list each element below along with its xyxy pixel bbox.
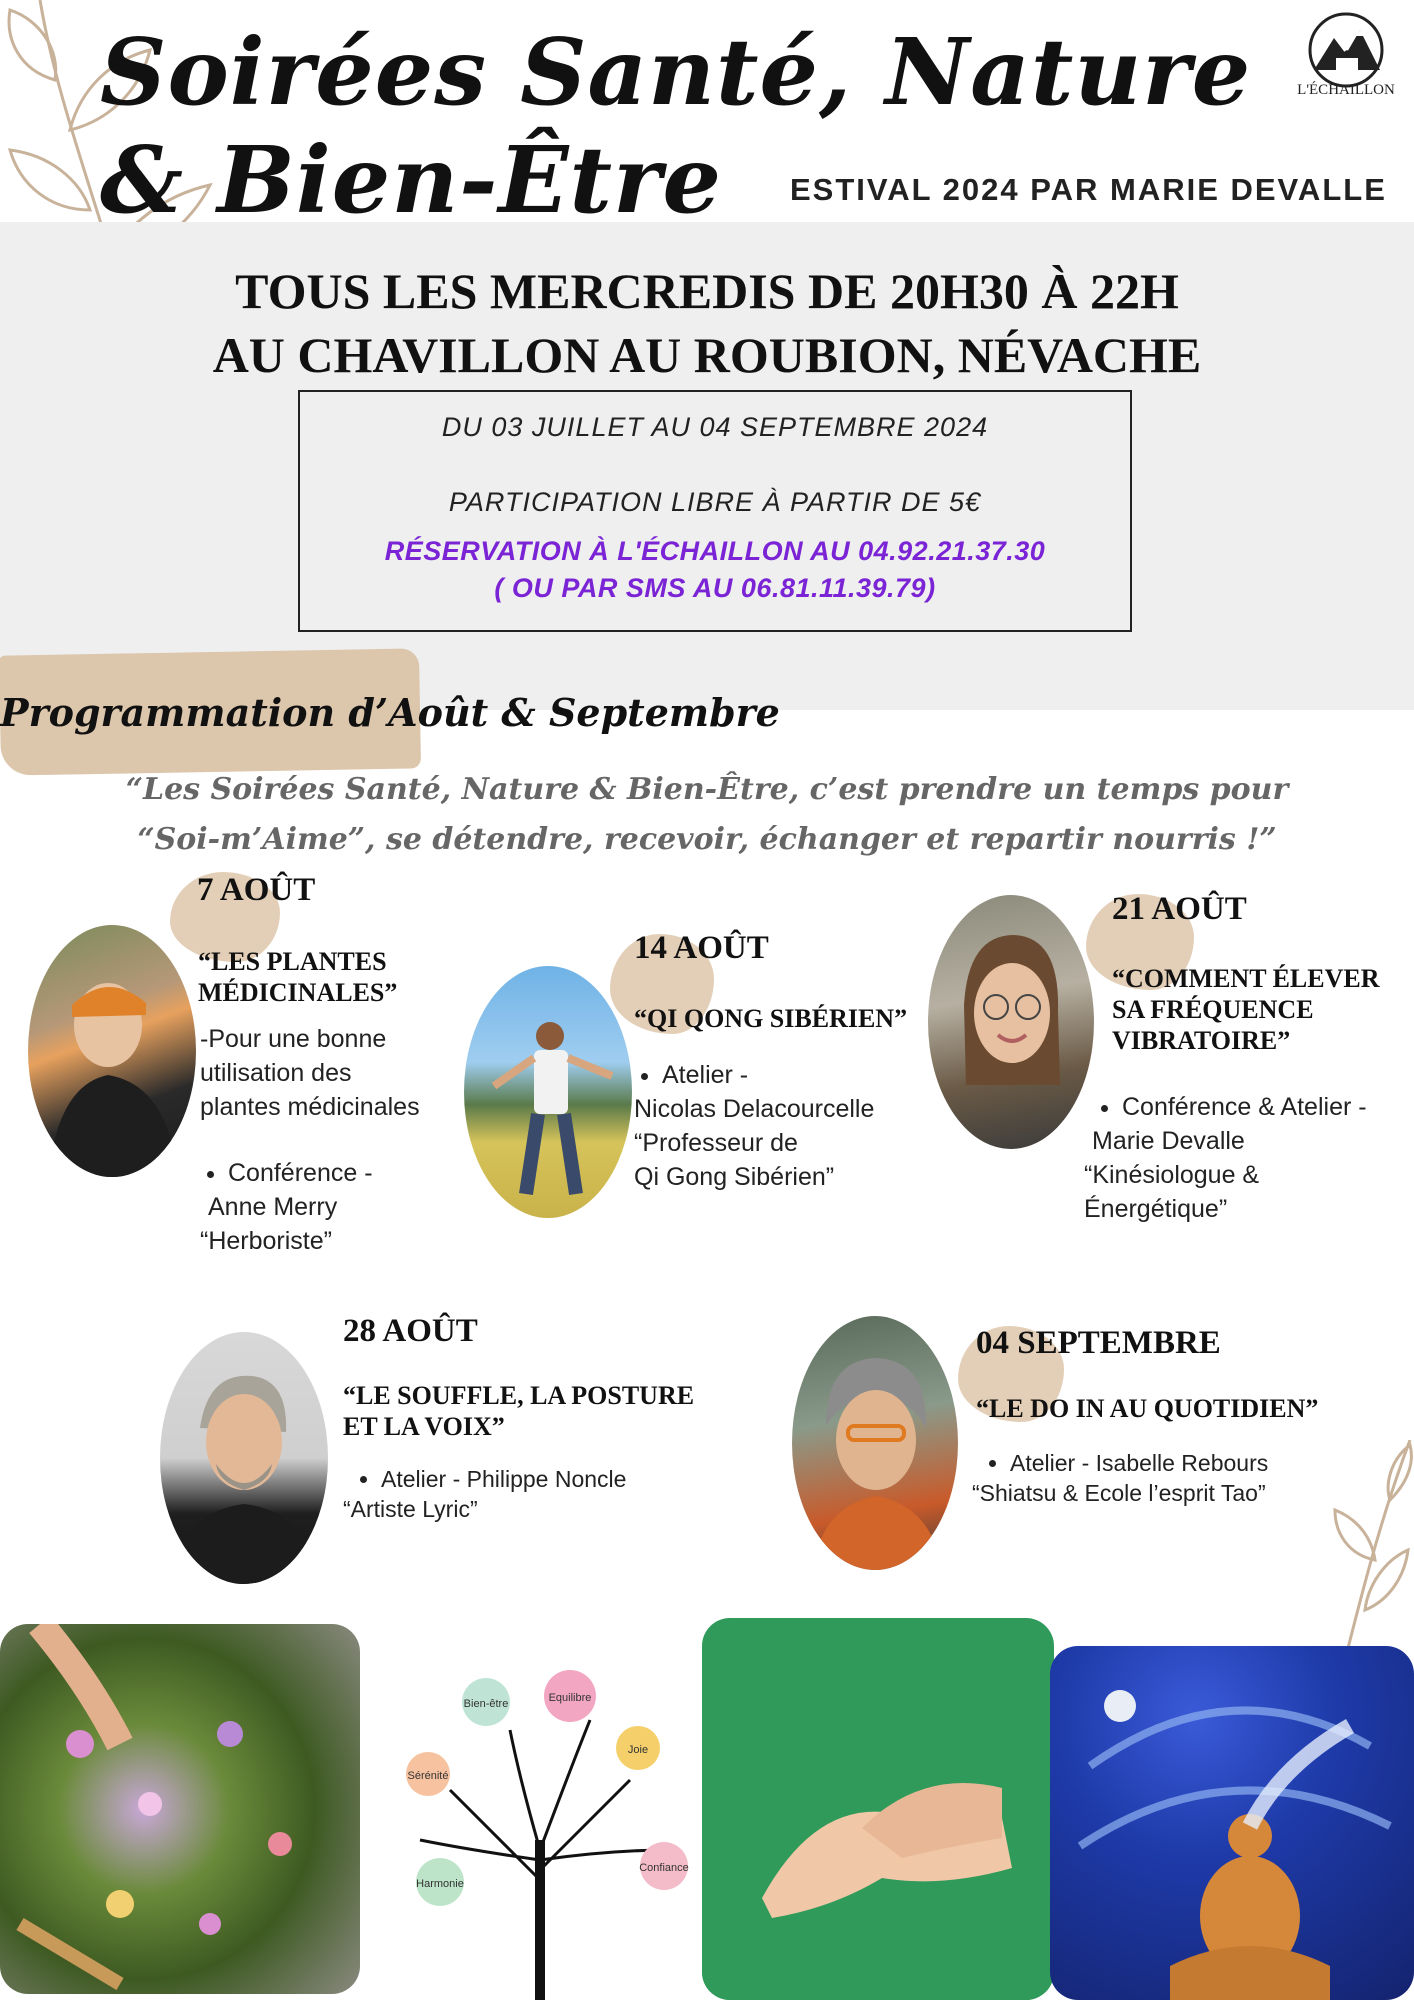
tree-word-harmonie: Harmonie <box>416 1878 464 1890</box>
hands-holding-photo <box>702 1618 1054 2000</box>
page-subtitle: ESTIVAL 2024 PAR MARIE DEVALLE <box>790 172 1387 207</box>
tree-word-joie: Joie <box>627 1744 649 1756</box>
schedule-line1: TOUS LES MERCREDIS DE 20H30 À 22H <box>235 263 1179 319</box>
quote-line1: “Les Soirées Santé, Nature & Bien-Être, c’est prendre un temps pour <box>125 772 1289 807</box>
event-title-souffle: “LE SOUFFLE, LA POSTURE ET LA VOIX” <box>343 1381 695 1441</box>
event-title-qi-gong: “QI QONG SIBÉRIEN” <box>634 1004 908 1033</box>
event-title-do-in: “LE DO IN AU QUOTIDIEN” <box>976 1394 1319 1423</box>
event-description-plantes: -Pour une bonne utilisation des plantes médicinales <box>200 1025 420 1121</box>
mountain-logo-icon <box>1290 10 1402 100</box>
quote-line2: “Soi-m’Aime”, se détendre, recevoir, échanger et repartir nourris !” <box>137 822 1277 857</box>
speaker-photo-nicolas <box>464 966 632 1218</box>
event-speaker-philippe-noncle: • Atelier - Philippe Noncle “Artiste Lyric” <box>343 1464 626 1524</box>
speaker-photo-marie-devalle <box>928 895 1094 1149</box>
speaker-photo-philippe-noncle <box>160 1332 328 1584</box>
echaillon-logo <box>1290 10 1402 100</box>
reservation-sms: ( OU PAR SMS AU 06.81.11.39.79) <box>494 573 936 603</box>
date-range: DU 03 JUILLET AU 04 SEPTEMBRE 2024 <box>441 412 989 442</box>
event-speaker-nicolas: • Atelier - Nicolas Delacourcelle “Professeur de Qi Gong Sibérien” <box>634 1058 874 1194</box>
logo-text: L'ÉCHAILLON <box>1297 82 1395 98</box>
event-date-28-aout: 28 AOÛT <box>343 1313 478 1349</box>
leaf-branch-decoration-right <box>1280 1440 1414 1680</box>
page-title-line1: Soirées Santé, Nature <box>100 18 1252 126</box>
flower-salad-photo <box>0 1624 360 1994</box>
speaker-photo-anne-merry <box>28 925 196 1177</box>
tree-word-equilibre: Equilibre <box>548 1692 592 1704</box>
tree-word-bien-etre: Bien-être <box>463 1698 509 1710</box>
wellbeing-tree-illustration <box>390 1650 700 2000</box>
meditation-painting <box>1050 1646 1414 2000</box>
schedule-line2: AU CHAVILLON AU ROUBION, NÉVACHE <box>212 327 1202 383</box>
event-date-7-aout: 7 AOÛT <box>197 872 316 908</box>
info-box <box>298 390 1132 632</box>
event-speaker-marie-devalle: • Conférence & Atelier - Marie Devalle “Kinésiologue & Énergétique” <box>1084 1090 1367 1226</box>
programme-title: Programmation d’Août & Septembre <box>0 690 780 735</box>
event-date-04-septembre: 04 SEPTEMBRE <box>976 1325 1221 1361</box>
event-date-14-aout: 14 AOÛT <box>634 930 769 966</box>
reservation-phone: RÉSERVATION À L'ÉCHAILLON AU 04.92.21.37.30 <box>384 536 1046 566</box>
event-speaker-isabelle-rebours: • Atelier - Isabelle Rebours “Shiatsu & Ecole l’esprit Tao” <box>972 1448 1268 1508</box>
event-speaker-anne-merry: • Conférence - Anne Merry “Herboriste” <box>200 1156 373 1258</box>
tree-word-serenite: Sérénité <box>407 1770 449 1782</box>
tree-word-confiance: Confiance <box>639 1862 689 1874</box>
event-title-plantes: “LES PLANTES MÉDICINALES” <box>198 947 398 1007</box>
participation-text: PARTICIPATION LIBRE À PARTIR DE 5€ <box>448 487 982 517</box>
event-title-frequence: “COMMENT ÉLEVER SA FRÉQUENCE VIBRATOIRE” <box>1112 964 1380 1055</box>
page-title-line2: & Bien-Être <box>100 126 723 234</box>
event-date-21-aout: 21 AOÛT <box>1112 891 1247 927</box>
speaker-photo-isabelle-rebours <box>792 1316 958 1570</box>
